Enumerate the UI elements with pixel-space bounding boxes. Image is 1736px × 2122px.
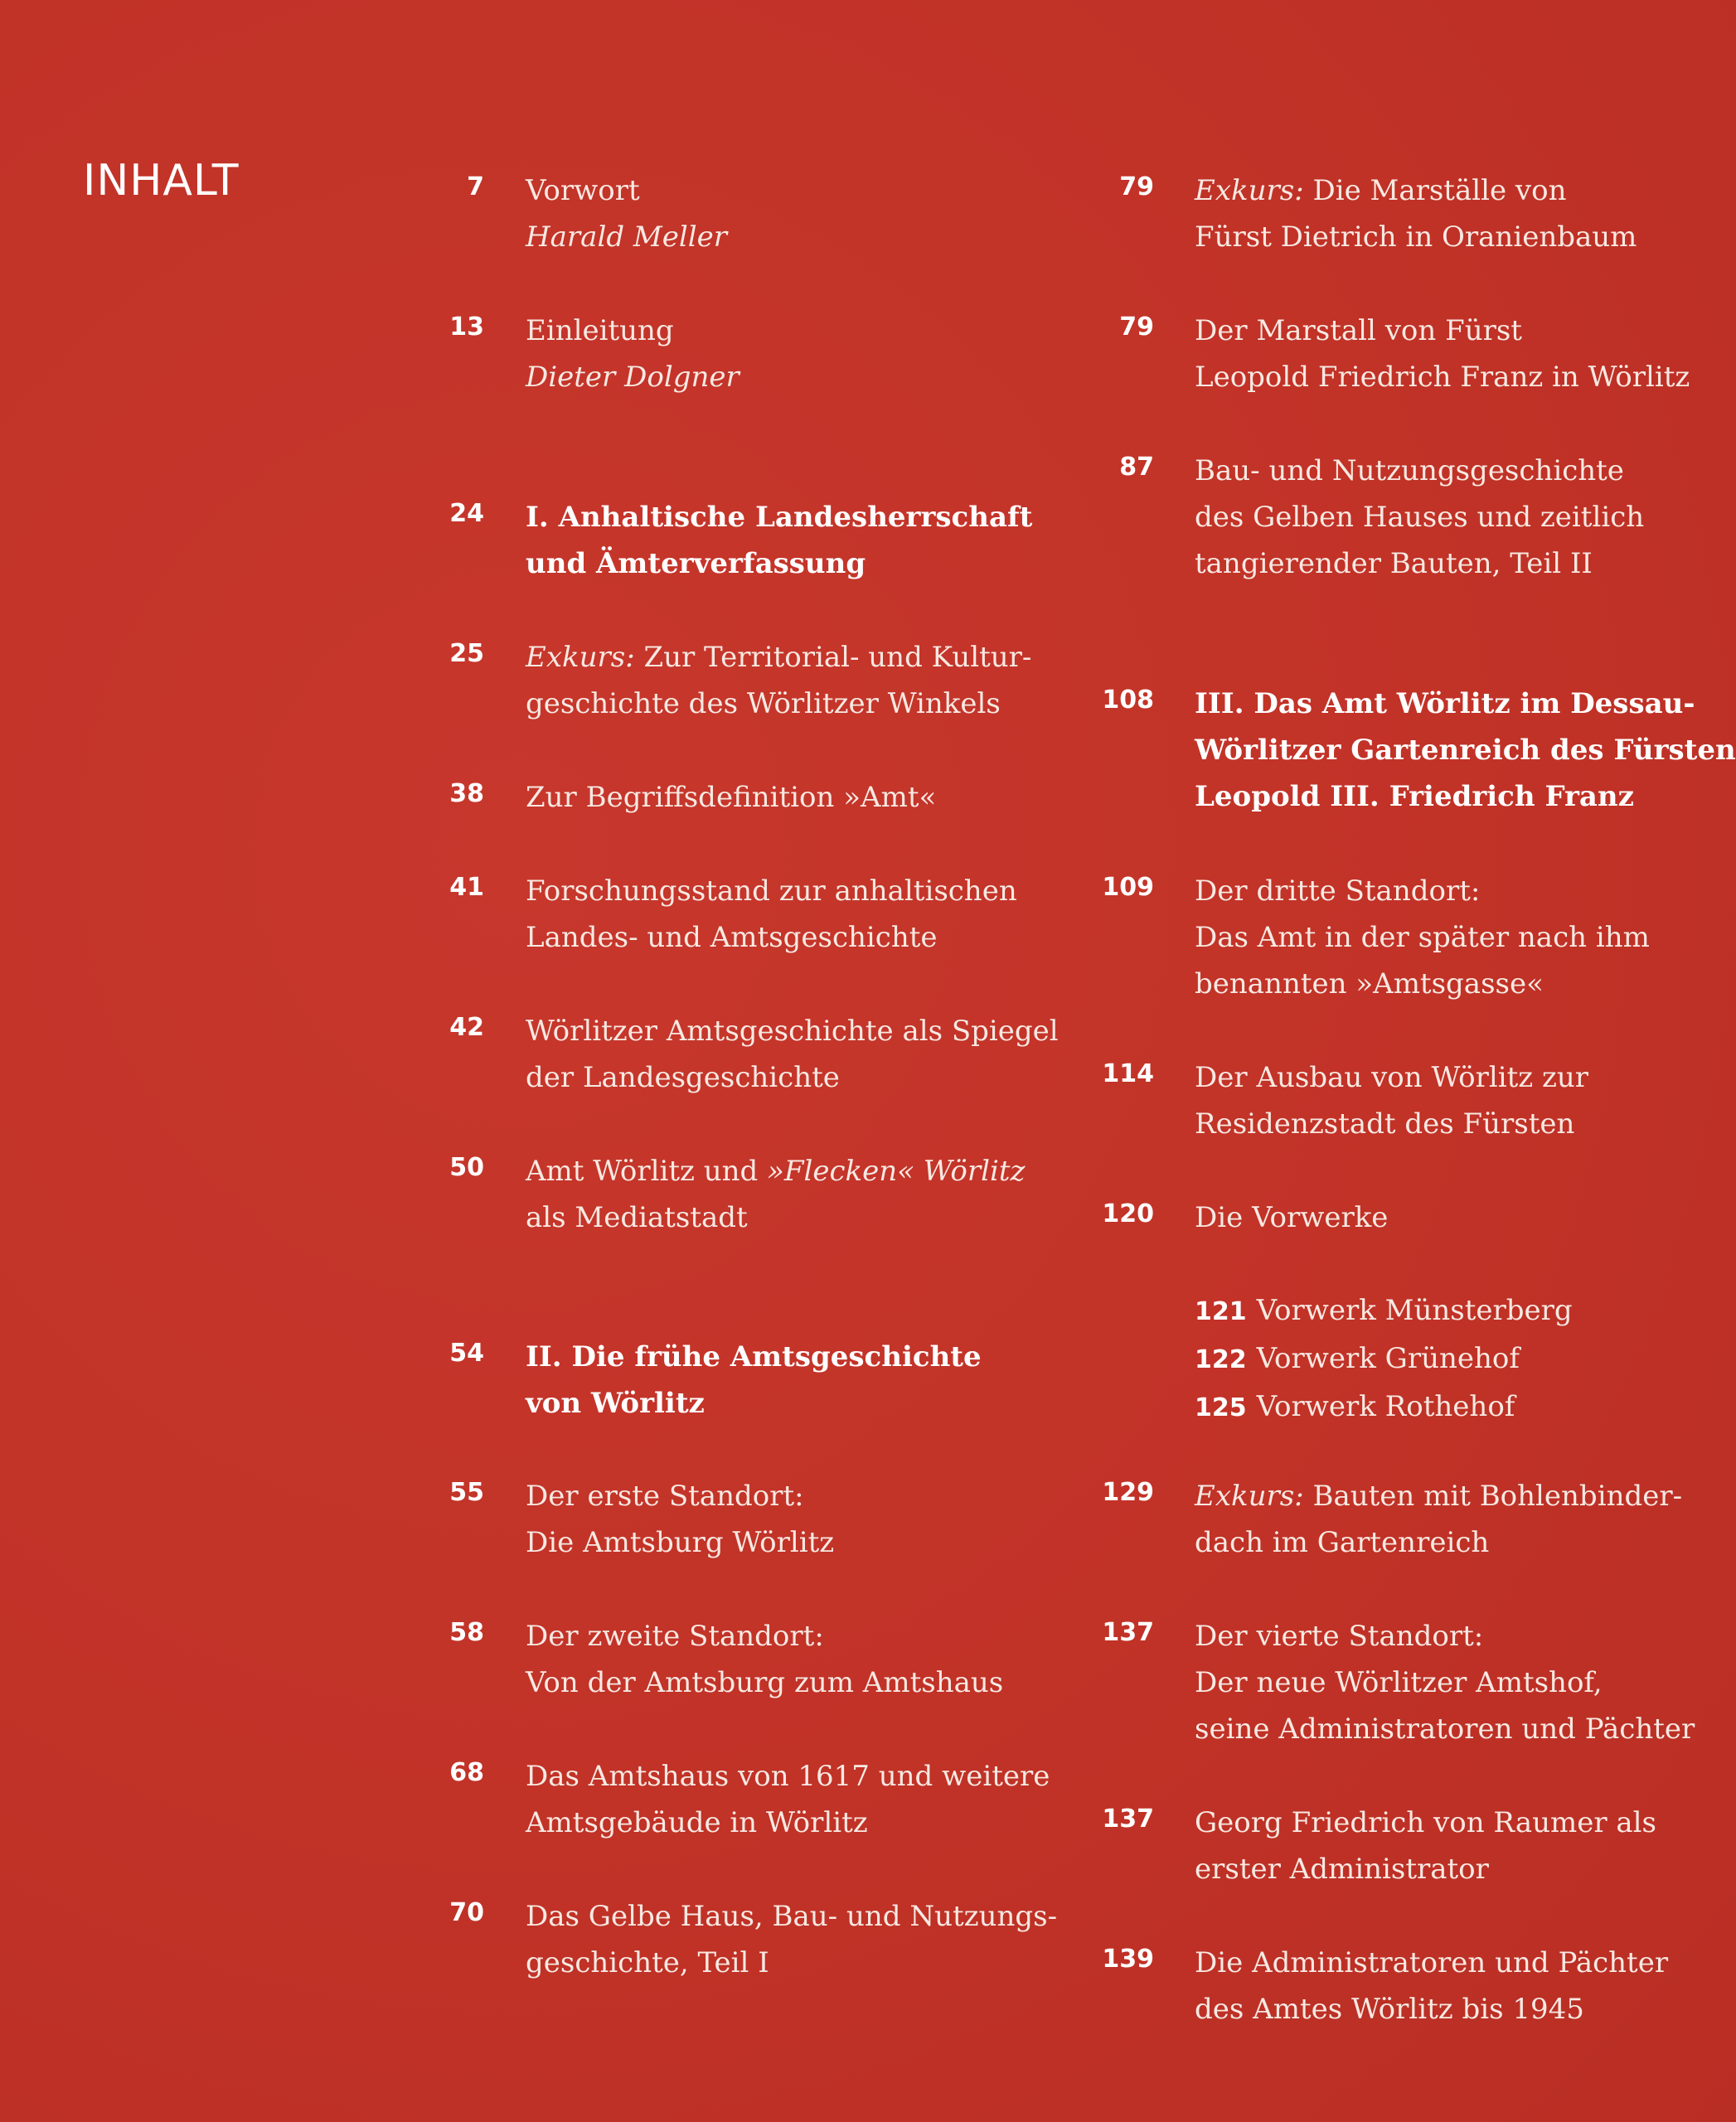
entry-title: Landes- und Amtsgeschichte [526,921,938,954]
entry-title-italic: »Flecken« Wörlitz [767,1155,1026,1188]
entry-title: Vorwerk Münsterberg [1256,1294,1573,1327]
entry-title: Vorwerk Rothehof [1256,1390,1515,1423]
entry-title: als Mediatstadt [526,1201,748,1234]
entry-title: Bauten mit Bohlenbinder- [1303,1480,1683,1513]
page-number: 79 [1119,172,1154,201]
exkurs-label: Exkurs: [526,641,635,674]
entry-title: Die Marställe von [1303,174,1567,207]
page-number: 55 [449,1478,484,1507]
entry-title: geschichte, Teil I [526,1946,769,1979]
page-number: 137 [1102,1618,1154,1647]
entry-title: benannten »Amtsgasse« [1195,967,1544,1000]
page-number: 70 [449,1898,484,1927]
entry-title: Amtsgebäude in Wörlitz [526,1806,868,1839]
page-number: 13 [449,312,484,342]
entry-title: Der Ausbau von Wörlitz zur [1195,1061,1589,1094]
entry-title: Fürst Dietrich in Oranienbaum [1195,220,1637,254]
entry-title: Leopold Friedrich Franz in Wörlitz [1195,361,1690,394]
entry-title: der Landesgeschichte [526,1061,840,1094]
entry-title: Das Amtshaus von 1617 und weitere [526,1760,1050,1793]
chapter-title: I. Anhaltische Landesherrschaft [526,501,1033,534]
page-number: 58 [449,1618,484,1647]
chapter-title: Leopold III. Friedrich Franz [1195,780,1634,813]
chapter-title: von Wörlitz [526,1387,705,1420]
chapter-title: II. Die frühe Amtsgeschichte [526,1340,982,1373]
page-number: 108 [1102,686,1154,715]
entry-title: Bau- und Nutzungsgeschichte [1195,454,1624,487]
entry-title: seine Administratoren und Pächter [1195,1713,1695,1746]
exkurs-label: Exkurs: [1195,1480,1304,1513]
page-number: 54 [449,1339,484,1368]
entry-title: Vorwort [526,174,640,207]
page-number: 50 [449,1153,484,1182]
page-number: 68 [449,1758,484,1787]
entry-title: dach im Gartenreich [1195,1526,1490,1559]
entry-title: Das Amt in der später nach ihm [1195,921,1650,954]
page-number: 87 [1119,453,1154,482]
entry-title: Vorwerk Grünehof [1256,1342,1520,1375]
page-number: 38 [449,779,484,808]
entry-title: erster Administrator [1195,1853,1489,1886]
entry-title: Residenzstadt des Fürsten [1195,1107,1575,1141]
page-title: INHALT [83,156,240,206]
entry-title: tangierender Bauten, Teil II [1195,547,1593,580]
page-number: 121 [1195,1297,1247,1326]
page-number: 24 [449,499,484,528]
page-number: 139 [1102,1945,1154,1974]
page-number: 137 [1102,1805,1154,1834]
chapter-title: III. Das Amt Wörlitz im Dessau- [1195,687,1695,720]
page-number: 41 [449,873,484,902]
entry-title: des Gelben Hauses und zeitlich [1195,501,1645,534]
entry-title: Der dritte Standort: [1195,874,1481,908]
exkurs-label: Exkurs: [1195,174,1304,207]
entry-title: Georg Friedrich von Raumer als [1195,1806,1656,1839]
entry-title: Zur Begriffsdefinition »Amt« [526,781,937,814]
page-number: 42 [449,1013,484,1042]
chapter-title: und Ämterverfassung [526,547,866,580]
entry-title: Der Marstall von Fürst [1195,314,1522,347]
entry-title: Einleitung [526,314,674,347]
entry-title: Forschungsstand zur anhaltischen [526,874,1017,908]
page-number: 79 [1119,312,1154,342]
toc-subentry[interactable] [1195,1383,1573,1432]
page-number: 114 [1102,1059,1154,1088]
chapter-title: Wörlitzer Gartenreich des Fürsten [1195,734,1736,767]
entry-title: Der zweite Standort: [526,1620,824,1653]
entry-title: geschichte des Wörlitzer Winkels [526,687,1001,720]
entry-title: Der erste Standort: [526,1480,804,1513]
toc-subentry[interactable] [1195,1335,1573,1383]
entry-title: Amt Wörlitz und [526,1155,768,1188]
entry-title: Der vierte Standort: [1195,1620,1484,1653]
entry-title: Zur Territorial- und Kultur- [634,641,1032,674]
page-number: 7 [467,172,484,201]
page-number: 125 [1195,1393,1247,1422]
entry-title: Das Gelbe Haus, Bau- und Nutzungs- [526,1900,1058,1933]
entry-title: Von der Amtsburg zum Amtshaus [526,1666,1004,1699]
entry-title: des Amtes Wörlitz bis 1945 [1195,1993,1584,2026]
entry-title: Der neue Wörlitzer Amtshof, [1195,1666,1603,1699]
entry-author: Harald Meller [526,220,727,254]
entry-title: Wörlitzer Amtsgeschichte als Spiegel [526,1015,1059,1048]
page-number: 122 [1195,1345,1247,1374]
toc-subentry[interactable] [1195,1287,1573,1335]
page-number: 120 [1102,1199,1154,1228]
page-number: 109 [1102,873,1154,902]
entry-author: Dieter Dolgner [526,361,739,394]
entry-title: Die Amtsburg Wörlitz [526,1526,835,1559]
page-number: 25 [449,639,484,668]
page-number: 129 [1102,1478,1154,1507]
entry-title: Die Vorwerke [1195,1201,1389,1234]
entry-title: Die Administratoren und Pächter [1195,1946,1669,1979]
